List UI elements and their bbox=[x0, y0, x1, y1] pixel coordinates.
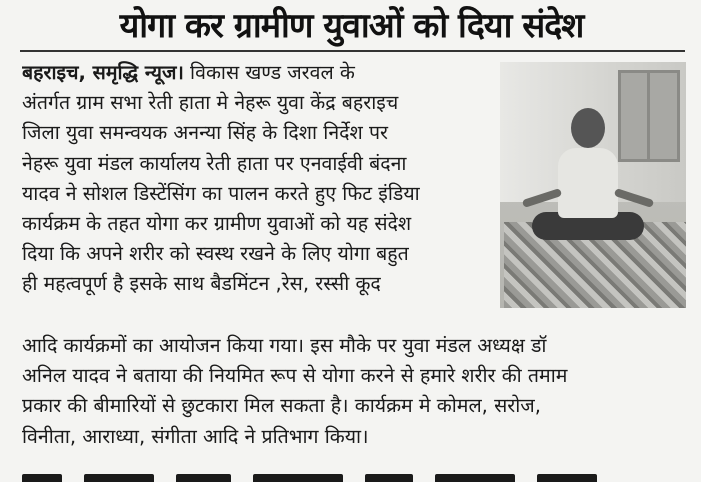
yoga-photo bbox=[500, 62, 686, 308]
dateline: बहराइच, समृद्धि न्यूज। bbox=[22, 61, 184, 84]
article-line: दिया कि अपने शरीर को स्वस्थ रखने के लिए योगा बहुत bbox=[22, 242, 409, 266]
cut-off-next-article-text bbox=[22, 464, 684, 482]
article-line: अनिल यादव ने बताया की नियमित रूप से योगा करने से हमारे शरीर की तमाम bbox=[22, 364, 568, 388]
article-line: विनीता, आराध्या, संगीता आदि ने प्रतिभाग किया। bbox=[22, 424, 369, 448]
headline-rule bbox=[20, 50, 685, 52]
article-line: आदि कार्यक्रमों का आयोजन किया गया। इस मौके पर युवा मंडल अध्यक्ष डॉ bbox=[22, 334, 547, 357]
article-line: ही महत्वपूर्ण है इसके साथ बैडमिंटन ,रेस, रस्सी कूद bbox=[22, 272, 381, 296]
article-line: नेहरू युवा मंडल कार्यालय रेती हाता पर एनवाईवी बंदना bbox=[22, 151, 407, 175]
article-line: प्रकार की बीमारियों से छुटकारा मिल सकता है। कार्यक्रम मे कोमल, सरोज, bbox=[22, 394, 541, 418]
headline: योगा कर ग्रामीण युवाओं को दिया संदेश bbox=[119, 6, 584, 46]
article-line: यादव ने सोशल डिस्टेंसिंग का पालन करते हुए फिट इंडिया bbox=[22, 181, 420, 205]
article-line: कार्यक्रम के तहत योगा कर ग्रामीण युवाओं को यह संदेश bbox=[22, 211, 412, 235]
photo-window bbox=[618, 70, 680, 162]
article-body-beside-photo bbox=[22, 58, 492, 300]
article-line-text: विकास खण्ड जरवल के bbox=[183, 61, 355, 84]
article-line: जिला युवा समन्वयक अनन्या सिंह के दिशा निर्देश पर bbox=[22, 121, 389, 145]
article-line: अंतर्गत ग्राम सभा रेती हाता मे नेहरू युवा केंद्र बहराइच bbox=[22, 91, 399, 115]
photo-person-torso bbox=[558, 148, 618, 218]
article-body-full-width bbox=[22, 331, 692, 452]
photo-person-head bbox=[571, 108, 605, 148]
article-line bbox=[22, 58, 492, 88]
